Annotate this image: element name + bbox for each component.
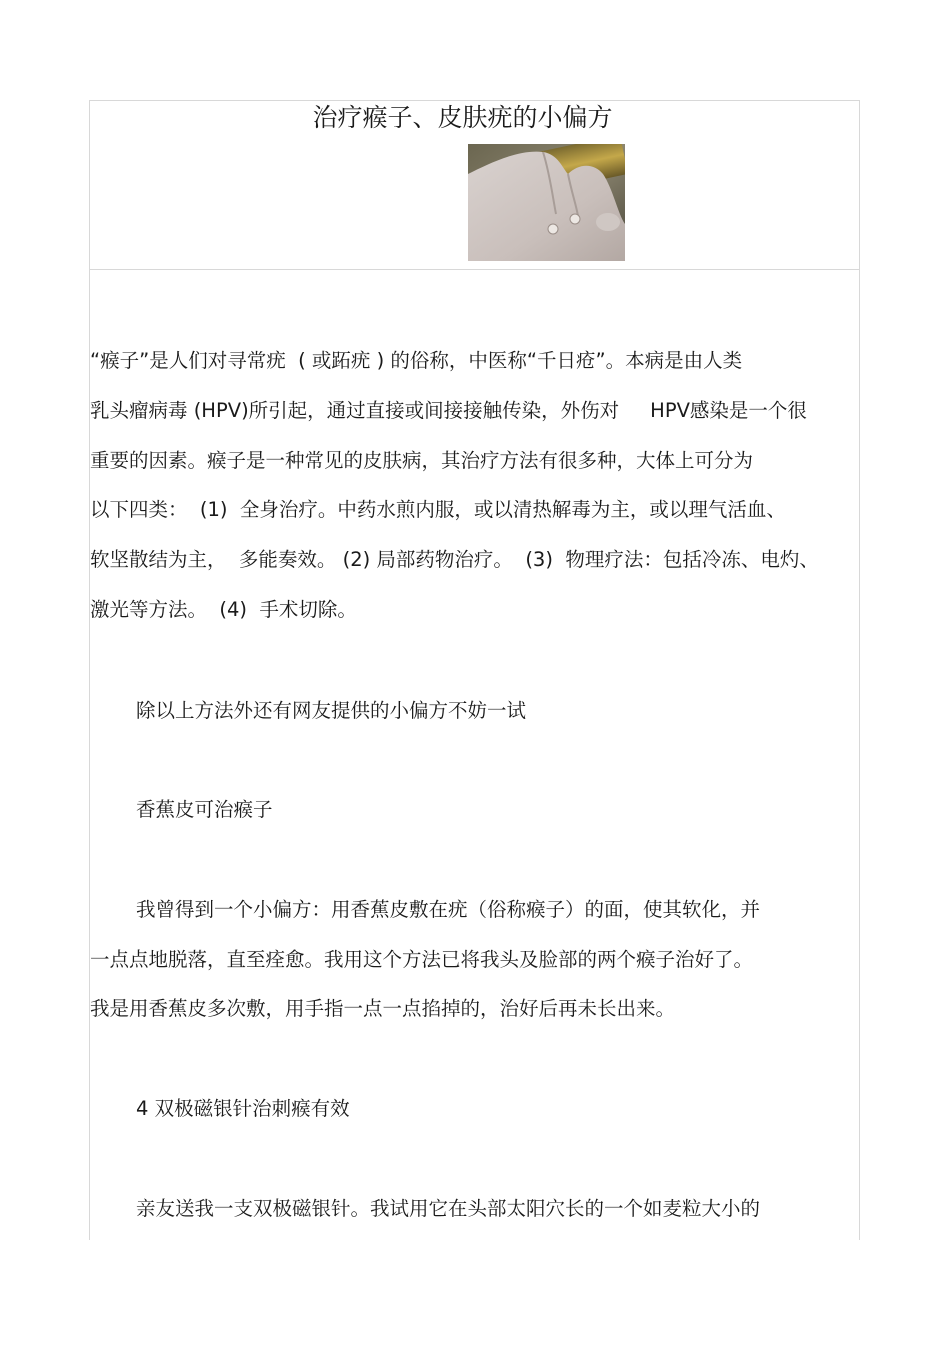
section-heading-needle: 4 双极磁银针治刺瘊有效 — [136, 1097, 350, 1120]
paragraph-remedy-intro: 除以上方法外还有网友提供的小偏方不妨一试 — [136, 699, 527, 722]
document-title: 治疗瘊子、皮肤疣的小偏方 — [312, 103, 613, 132]
intro-line: 乳头瘤病毒 (HPV)所引起，通过直接或间接接触传染，外伤对 HPV感染是一个很 — [90, 399, 807, 422]
page-frame — [89, 100, 860, 1240]
intro-line: 激光等方法。 (4) 手术切除。 — [90, 598, 357, 621]
intro-line: 重要的因素。瘊子是一种常见的皮肤病，其治疗方法有很多种，大体上可分为 — [90, 449, 754, 472]
intro-line: 以下四类： (1) 全身治疗。中药水煎内服，或以清热解毒为主，或以理气活血、 — [90, 498, 786, 521]
banana-paragraph-line: 一点点地脱落，直至痊愈。我用这个方法已将我头及脸部的两个瘊子治好了。 — [90, 948, 754, 971]
needle-paragraph-line: 亲友送我一支双极磁银针。我试用它在头部太阳穴长的一个如麦粒大小的 — [136, 1197, 761, 1220]
banana-paragraph-line: 我曾得到一个小偏方：用香蕉皮敷在疣（俗称瘊子）的面，使其软化，并 — [136, 898, 761, 921]
intro-line: 软坚散结为主， 多能奏效。 (2) 局部药物治疗。 (3) 物理疗法：包括冷冻、电灼、 — [90, 548, 819, 571]
banana-paragraph-line: 我是用香蕉皮多次敷，用手指一点一点掐掉的，治好后再未长出来。 — [90, 997, 676, 1020]
photo-illustration — [468, 144, 625, 261]
intro-line: “瘊子”是人们对寻常疣 ( 或跖疣 ) 的俗称，中医称“千日疮”。本病是由人类 — [90, 349, 743, 372]
hand-with-warts-photo — [468, 144, 625, 261]
section-heading-banana: 香蕉皮可治瘊子 — [136, 798, 273, 821]
